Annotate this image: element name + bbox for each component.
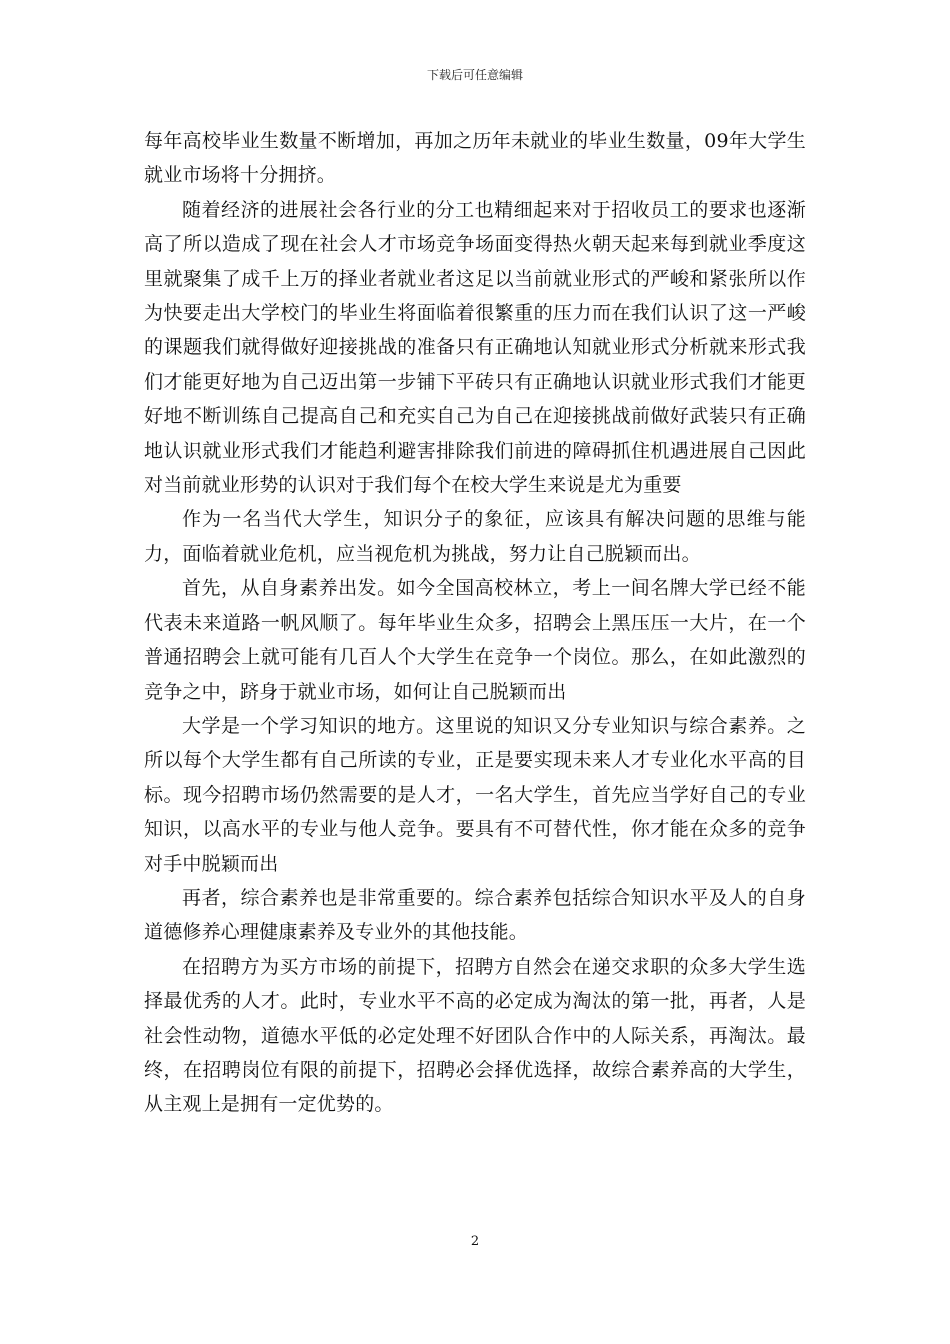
paragraph-5: 大学是一个学习知识的地方。这里说的知识又分专业知识与综合素养。之所以每个大学生都有自己所读的专业，正是要实现未来人才专业化水平高的目标。现今招聘市场仍然需要的是人才，一名大学生，首先应当学好自己的专业知识，以高水平的专业与他人竞争。要具有不可替代性，你才能在众多的竞争对手中脱颖而出 — [144, 714, 806, 875]
paragraph-1: 每年高校毕业生数量不断增加，再加之历年未就业的毕业生数量，09年大学生就业市场将十分拥挤。 — [144, 130, 806, 187]
paragraph-3: 作为一名当代大学生，知识分子的象征，应该具有解决问题的思维与能力，面临着就业危机，应当视危机为挑战，努力让自己脱颖而出。 — [144, 508, 806, 565]
paragraph-7: 在招聘方为买方市场的前提下，招聘方自然会在递交求职的众多大学生选择最优秀的人才。此时，专业水平不高的必定成为淘汰的第一批，再者，人是社会性动物，道德水平低的必定处理不好团队合作中的人际关系，再淘汰。最终，在招聘岗位有限的前提下，招聘必会择优选择，故综合素养高的大学生，从主观上是拥有一定优势的。 — [144, 955, 806, 1116]
paragraph-2: 随着经济的进展社会各行业的分工也精细起来对于招收员工的要求也逐渐高了所以造成了现在社会人才市场竞争场面变得热火朝天起来每到就业季度这里就聚集了成千上万的择业者就业者这足以当前就业形式的严峻和紧张所以作为快要走出大学校门的毕业生将面临着很繁重的压力而在我们认识了这一严峻的课题我们就得做好迎接挑战的准备只有正确地认知就业形式分析就来形式我们才能更好地为自己迈出第一步铺下平砖只有正确地认识就业形式我们才能更好地不断训练自己提高自己和充实自己为自己在迎接挑战前做好武装只有正确地认识就业形式我们才能趋利避害排除我们前进的障碍抓住机遇进展自己因此对当前就业形势的认识对于我们每个在校大学生来说是尤为重要 — [144, 198, 806, 497]
paragraph-4: 首先，从自身素养出发。如今全国高校林立，考上一间名牌大学已经不能代表未来道路一帆风顺了。每年毕业生众多，招聘会上黑压压一大片，在一个普通招聘会上就可能有几百人个大学生在竞争一个岗位。那么，在如此激烈的竞争之中，跻身于就业市场，如何让自己脱颖而出 — [144, 577, 806, 703]
paragraph-6: 再者，综合素养也是非常重要的。综合素养包括综合知识水平及人的自身道德修养心理健康素养及专业外的其他技能。 — [144, 886, 806, 944]
page-header: 下载后可任意编辑 — [426, 68, 523, 82]
page-number: 2 — [470, 1234, 480, 1249]
document-body — [144, 124, 806, 1122]
